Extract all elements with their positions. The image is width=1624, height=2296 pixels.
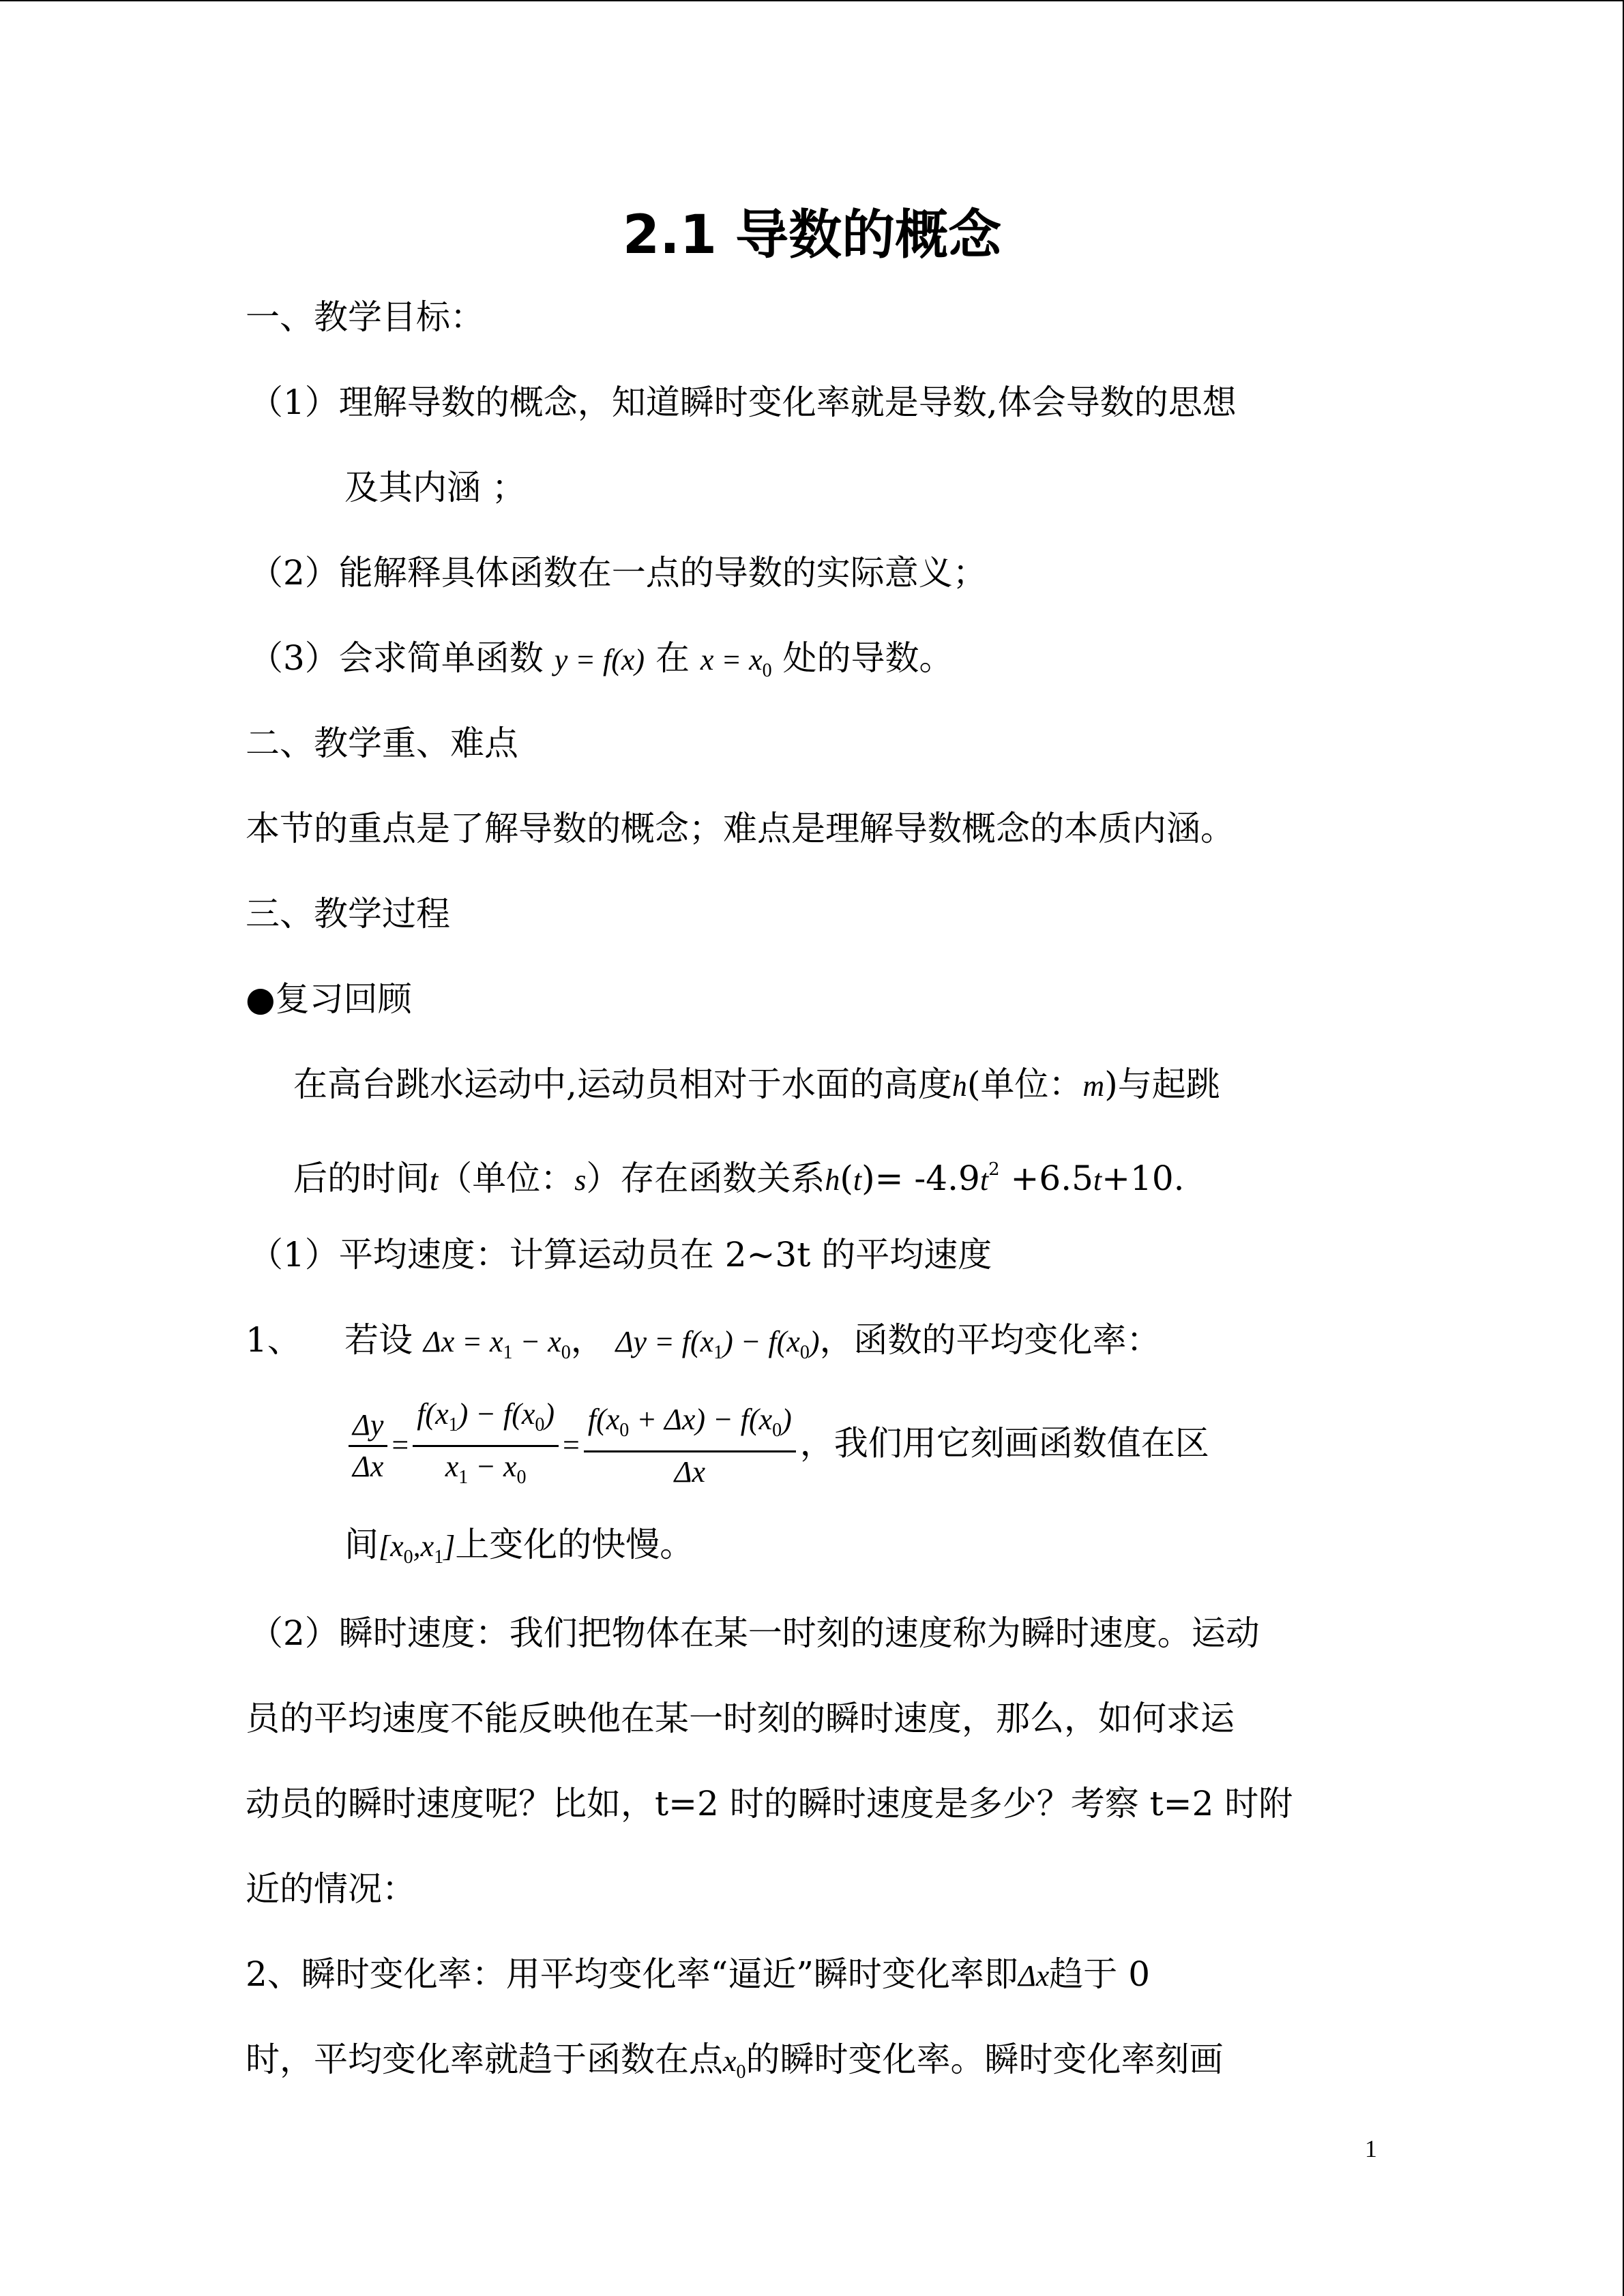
interval-x0-x1: $[x_0,x_1]$ — [379, 1530, 456, 1568]
text-span: ）存在函数关系 — [586, 1159, 825, 1198]
item-1-formula-line — [344, 1395, 1209, 1497]
page-top-border — [0, 0, 1623, 1]
text-span: 在高台跳水运动中,运动员相对于水面的高度 — [293, 1064, 952, 1104]
text-span: +10. — [1102, 1159, 1185, 1198]
objective-2: （2）能解释具体函数在一点的导数的实际意义； — [249, 553, 987, 593]
objective-3 — [249, 634, 954, 695]
objective-3-prefix: （3）会求简单函数 — [249, 638, 544, 678]
var-t: t — [1093, 1163, 1102, 1197]
text-span: )= -4.9 — [861, 1159, 980, 1198]
text-span: ，函数的平均变化率： — [819, 1320, 1161, 1360]
equals-sign: = — [563, 1428, 580, 1462]
instant-speed-line-2: 员的平均速度不能反映他在某一时刻的瞬时速度，那么，如何求运 — [246, 1699, 1235, 1738]
formula-delta-x: $\Delta x = x_1 - x_0$ — [423, 1325, 571, 1363]
diving-paragraph-line-1 — [293, 1060, 1220, 1110]
instant-speed-line-3: 动员的瞬时速度呢？比如，t=2 时的瞬时速度是多少？考察 t=2 时附 — [246, 1784, 1293, 1823]
item-1-number: 1、 — [246, 1320, 301, 1360]
var-s: s — [574, 1163, 587, 1197]
text-span: 若设 — [344, 1320, 413, 1360]
diving-paragraph-line-2 — [293, 1146, 1185, 1204]
review-heading: ●复习回顾 — [246, 979, 412, 1019]
formula-delta-x: Δx — [1018, 1959, 1050, 1993]
text-span: (单位： — [966, 1064, 1083, 1104]
text-span: ( — [840, 1159, 853, 1198]
item-1-line-3 — [344, 1521, 694, 1581]
formula-delta-y: $\Delta y = f(x_1) - f(x_0)$ — [615, 1325, 820, 1363]
objective-1: （1）理解导数的概念，知道瞬时变化率就是导数,体会导数的思想 — [249, 383, 1237, 422]
objective-1-continued: 及其内涵 ； — [344, 468, 526, 507]
var-m: m — [1082, 1069, 1105, 1103]
var-t: t — [430, 1163, 439, 1197]
section-2-body: 本节的重点是了解导数的概念；难点是理解导数概念的本质内涵。 — [246, 809, 1235, 848]
text-span: 上变化的快慢。 — [455, 1525, 694, 1564]
instant-speed-line-1: （2）瞬时速度：我们把物体在某一时刻的速度称为瞬时速度。运动 — [249, 1613, 1260, 1653]
average-speed-heading: （1）平均速度：计算运动员在 2~3t 的平均速度 — [249, 1235, 992, 1274]
instant-speed-line-4: 近的情况： — [246, 1869, 416, 1909]
item-2-line-2 — [246, 2036, 1224, 2096]
formula-x-equals-x0: $x = x_0$ — [700, 643, 772, 681]
var-t: t — [853, 1163, 862, 1197]
page-title: 2.1 导数的概念 — [622, 205, 1002, 266]
text-span: 的瞬时变化率。瞬时变化率刻画 — [745, 2040, 1224, 2079]
text-span: ， — [570, 1320, 605, 1360]
text-span: 间 — [344, 1525, 379, 1564]
fraction-increment-quotient: $\frac{f(x_0 + \Delta x) - f(x_0)}{\Delta x}$ — [584, 1400, 796, 1492]
section-1-heading: 一、教学目标： — [246, 297, 484, 337]
text-span: 趋于 0 — [1049, 1954, 1151, 1994]
item-1-line-1 — [344, 1316, 1161, 1377]
item-2-line-1 — [246, 1950, 1150, 2000]
fraction-dy-dx: $\frac{\Delta y}{\Delta x}$ — [349, 1405, 387, 1487]
formula-y-equals-f-of-x: y = f(x) — [554, 643, 645, 676]
objective-3-mid: 在 — [655, 638, 690, 678]
var-h: h — [951, 1069, 967, 1103]
var-x0: $x_0$ — [723, 2044, 746, 2083]
text-span: +6.5 — [999, 1159, 1093, 1198]
equals-sign: = — [392, 1428, 409, 1462]
section-2-heading: 二、教学重、难点 — [246, 724, 518, 763]
exponent: 2 — [988, 1159, 1000, 1180]
var-t: t — [979, 1163, 989, 1197]
text-span: 时，平均变化率就趋于函数在点 — [246, 2040, 723, 2079]
objective-3-suffix: 处的导数。 — [782, 638, 954, 678]
text-span: ，我们用它刻画函数值在区 — [799, 1423, 1209, 1463]
page-number: 1 — [1365, 2135, 1377, 2162]
text-span: 2、瞬时变化率：用平均变化率“逼近”瞬时变化率即 — [246, 1954, 1018, 1994]
var-h: h — [825, 1163, 840, 1197]
section-3-heading: 三、教学过程 — [246, 894, 450, 934]
text-span: 后的时间 — [293, 1159, 430, 1198]
text-span: （单位： — [438, 1159, 575, 1198]
text-span: )与起跳 — [1104, 1064, 1220, 1104]
fraction-difference-quotient: $\frac{f(x_1) - f(x_0)}{x_1 - x_0}$ — [413, 1395, 559, 1497]
